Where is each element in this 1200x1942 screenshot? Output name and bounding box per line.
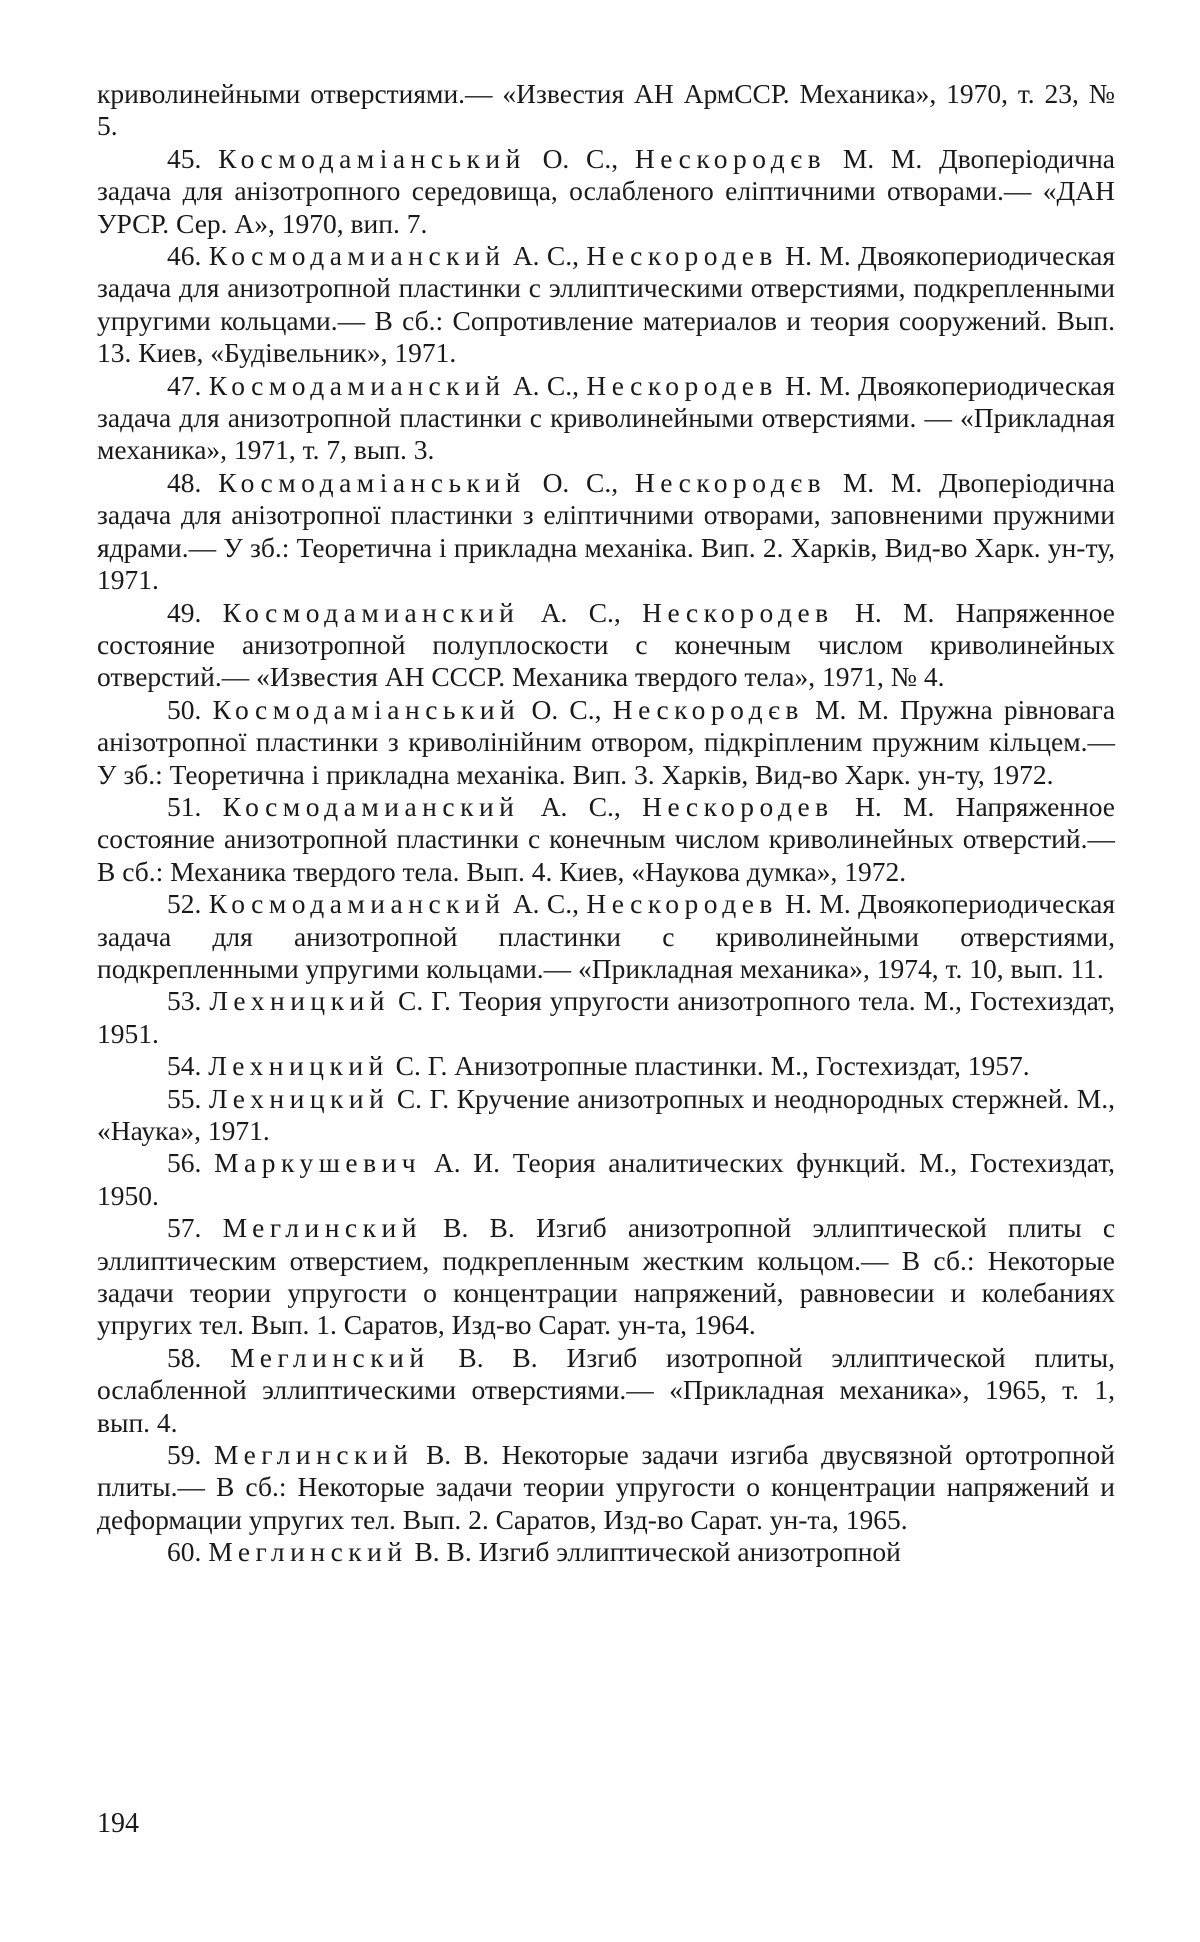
entry-text: О. С., xyxy=(542,466,619,498)
entry-coauthor: Нескородев xyxy=(586,240,778,272)
entry-text: В. В. Изгиб изотропной эллиптической плиты, ослабленной эллиптическими отверстиями.— «Прикладная механика», 1965, т. 1, вып. 4. xyxy=(97,1341,1116,1438)
entry-text: Н. М. Двоякопериодическая задача для анизотропной пластинки с эллиптическими отверстиями, подкрепленными упругими кольцами.— В сб.: Сопротивление материалов и теория сооружений. Вып. 13. Киев, «Будівельник», 1971. xyxy=(97,240,1115,369)
entry-number: 58. xyxy=(167,1341,202,1373)
entry-text: А. С., xyxy=(512,240,579,272)
entry-author: Космодаміанський xyxy=(212,693,521,725)
entry-text: А. С., xyxy=(540,596,621,628)
entry-number: 57. xyxy=(167,1212,202,1244)
entry-number: 55. xyxy=(167,1082,202,1114)
reference-list xyxy=(97,78,1115,1569)
entry-text: криволинейными отверстиями.— «Известия АН АрмССР. Механика», 1970, т. 23, № 5. xyxy=(97,78,1115,142)
reference-entry xyxy=(97,597,1115,694)
entry-text: Н. М. Двоякопериодическая задача для анизотропной пластинки с криволинейными отверстиями, подкрепленными упругими кольцами.— «Прикладная механика», 1974, т. 10, вып. 11. xyxy=(97,888,1115,984)
entry-author: Меглинский xyxy=(208,1536,408,1568)
entry-coauthor: Нескородев xyxy=(642,596,834,628)
entry-number: 53. xyxy=(167,985,202,1017)
entry-author: Космодамианский xyxy=(222,790,520,822)
entry-text: А. С., xyxy=(512,369,579,401)
entry-author: Космодаміанський xyxy=(218,466,526,498)
entry-text: С. Г. Кручение анизотропных и неоднородных стержней. М., «Наука», 1971. xyxy=(97,1082,1115,1146)
entry-number: 54. xyxy=(167,1050,202,1082)
reference-entry xyxy=(97,888,1115,985)
reference-entry xyxy=(97,1439,1115,1536)
reference-entry xyxy=(97,1212,1115,1342)
entry-coauthor: Нескородєв xyxy=(634,466,827,498)
reference-entry xyxy=(97,78,1115,143)
reference-entry xyxy=(97,694,1115,791)
entry-number: 51. xyxy=(167,790,202,822)
entry-author: Космодамианский xyxy=(222,596,520,628)
entry-coauthor: Нескородев xyxy=(586,888,778,920)
entry-number: 49. xyxy=(167,596,202,628)
entry-text: А. И. Теория аналитических функций. М., Гостехиздат, 1950. xyxy=(97,1147,1116,1211)
reference-entry xyxy=(97,240,1115,370)
entry-author: Меглинский xyxy=(222,1212,422,1244)
entry-number: 50. xyxy=(167,693,202,725)
entry-number: 60. xyxy=(167,1536,202,1568)
entry-text: Н. М. Напряженное состояние анизотропной полуплоскости с конечным числом криволинейных отверстий.— «Известия АН СССР. Механика твердого тела», 1971, № 4. xyxy=(97,596,1116,693)
entry-author: Космодамианский xyxy=(208,888,506,920)
page-number: 194 xyxy=(97,1808,139,1839)
entry-number: 52. xyxy=(167,888,202,920)
entry-text: В. В. Некоторые задачи изгиба двусвязной ортотропной плиты.— В сб.: Некоторые задачи теории упругости о концентрации напряжений и деформации упругих тел. Вып. 2. Саратов, Изд-во Сарат. ун-та, 1965. xyxy=(97,1439,1116,1535)
entry-coauthor: Нескородев xyxy=(586,369,778,401)
entry-text: В. В. Изгиб эллиптической анизотропной xyxy=(414,1536,901,1568)
entry-text: Н. М. Напряженное состояние анизотропной пластинки с конечным числом криволинейных отверстий.— В сб.: Механика твердого тела. Вып. 4. Киев, «Наукова думка», 1972. xyxy=(97,790,1116,887)
entry-number: 47. xyxy=(167,369,202,401)
reference-entry xyxy=(97,1050,1115,1082)
entry-text: А. С., xyxy=(540,790,621,822)
entry-author: Космодамианский xyxy=(208,240,506,272)
reference-entry xyxy=(97,1147,1115,1212)
entry-text: О. С., xyxy=(542,142,619,174)
reference-entry xyxy=(97,370,1115,467)
entry-author: Меглинский xyxy=(230,1341,430,1373)
entry-author: Лехницкий xyxy=(209,985,390,1017)
entry-author: Лехницкий xyxy=(208,1050,389,1082)
entry-author: Лехницкий xyxy=(208,1082,390,1114)
entry-author: Космодаміанський xyxy=(218,142,526,174)
entry-coauthor: Нескородев xyxy=(642,790,834,822)
entry-text: М. М. Двоперіодична задача для анізотропної пластинки з еліптичними отворами, заповненими пружними ядрами.— У зб.: Теоретична і прикладна механіка. Вип. 2. Харків, Вид-во Харк. ун-ту, 1971. xyxy=(97,466,1115,596)
reference-entry xyxy=(97,1342,1115,1439)
entry-number: 59. xyxy=(167,1439,202,1471)
reference-entry xyxy=(97,467,1115,597)
entry-author: Меглинский xyxy=(213,1439,414,1471)
entry-number: 46. xyxy=(167,240,202,272)
entry-text: С. Г. Анизотропные пластинки. М., Гостехиздат, 1957. xyxy=(395,1050,1030,1082)
entry-text: В. В. Изгиб анизотропной эллиптической плиты с эллиптическим отверстием, подкрепленным жестким кольцом.— В сб.: Некоторые задачи теории упругости о концентрации напряжений, равновесии и колебаниях упругих тел. Вып. 1. Саратов, Изд-во Сарат. ун-та, 1964. xyxy=(97,1212,1116,1341)
entry-coauthor: Нескородєв xyxy=(634,142,827,174)
reference-entry xyxy=(97,1536,1115,1568)
entry-coauthor: Нескородєв xyxy=(612,693,804,725)
entry-number: 45. xyxy=(167,142,202,174)
reference-entry xyxy=(97,1083,1115,1148)
entry-author: Космодамианский xyxy=(208,369,506,401)
entry-text: М. М. Пружна рівновага анізотропної пластинки з криволінійним отвором, підкріпленим пружним кільцем.— У зб.: Теоретична і прикладна механіка. Вип. 3. Харків, Вид-во Харк. ун-ту, 1972. xyxy=(97,693,1116,790)
entry-number: 56. xyxy=(167,1147,202,1179)
entry-author: Маркушевич xyxy=(214,1147,422,1179)
entry-text: Н. М. Двоякопериодическая задача для анизотропной пластинки с криволинейными отверстиями. — «Прикладная механика», 1971, т. 7, вып. 3. xyxy=(97,369,1115,466)
entry-number: 48. xyxy=(167,466,202,498)
entry-text: М. М. Двоперіодична задача для анізотропного середовища, ослабленого еліптичними отворами.— «ДАН УРСР. Сер. А», 1970, вип. 7. xyxy=(97,142,1115,239)
entry-text: О. С., xyxy=(531,693,602,725)
reference-entry xyxy=(97,143,1115,240)
entry-text: С. Г. Теория упругости анизотропного тела. М., Гостехиздат, 1951. xyxy=(97,985,1116,1049)
entry-text: А. С., xyxy=(512,888,579,920)
reference-entry xyxy=(97,791,1115,888)
reference-entry xyxy=(97,985,1115,1050)
